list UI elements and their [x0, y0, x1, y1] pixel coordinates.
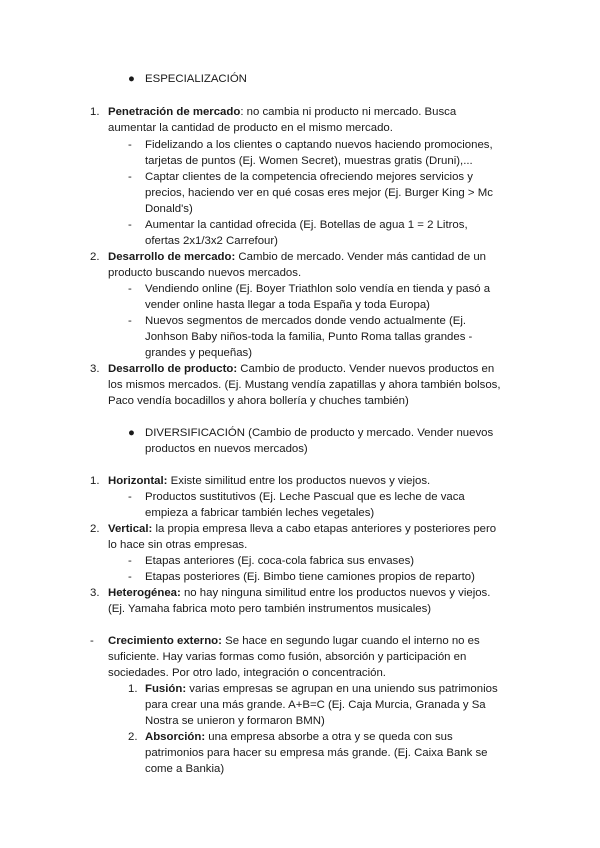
list-item-text: lo hace sin otras empresas. — [108, 539, 248, 551]
sub-item-text: Etapas anteriores (Ej. coca-cola fabrica sus envases) — [145, 555, 415, 567]
sub-item-text: patrimonios para hacer su empresa más grande. (Ej. Caixa Bank se — [145, 747, 488, 759]
list-item-text: Crecimiento externo: Se hace en segundo lugar cuando el interno no es — [108, 635, 480, 647]
sub-item-text: para crear una más grande. A+B=C (Ej. Caja Murcia, Granada y Sa — [145, 699, 486, 711]
sub-item-text: Etapas posteriores (Ej. Bimbo tiene camiones propios de reparto) — [145, 571, 475, 583]
list-item-text: Penetración de mercado: no cambia ni producto ni mercado. Busca — [108, 106, 457, 118]
dash-marker: - — [128, 171, 132, 183]
sub-item-text: Nuevos segmentos de mercados donde vendo actualmente (Ej. — [145, 315, 467, 327]
sub-item-text: ofertas 2x1/3x2 Carrefour) — [145, 235, 278, 247]
sub-item-text: tarjetas de puntos (Ej. Women Secret), muestras gratis (Druni),... — [145, 155, 473, 167]
list-item-text: Heterogénea: no hay ninguna similitud entre los productos nuevos y viejos. — [108, 587, 491, 599]
list-item-text: Vertical: la propia empresa lleva a cabo etapas anteriores y posteriores pero — [108, 523, 497, 535]
dash-marker: - — [128, 283, 132, 295]
dash-marker: - — [128, 315, 132, 327]
sub-item-text: Captar clientes de la competencia ofreciendo mejores servicios y — [145, 171, 473, 183]
list-item-text: suficiente. Hay varias formas como fusión, absorción y participación en — [108, 651, 467, 663]
list-item-text: Horizontal: Existe similitud entre los productos nuevos y viejos. — [108, 475, 431, 487]
sub-item-text: Aumentar la cantidad ofrecida (Ej. Botellas de agua 1 = 2 Litros, — [145, 219, 468, 231]
list-item-text: Desarrollo de producto: Cambio de producto. Vender nuevos productos en — [108, 363, 495, 375]
bullet-marker: ● — [128, 427, 135, 439]
sub-item-text: Nostra se unieron y formaron BMN) — [145, 715, 325, 727]
dash-marker: - — [128, 219, 132, 231]
sub-item-text: Fusión: varias empresas se agrupan en una uniendo sus patrimonios — [145, 683, 498, 695]
list-number: 2. — [128, 731, 138, 743]
dash-marker: - — [128, 491, 132, 503]
list-item-text: sociedades. Por otro lado, integración o concentración. — [108, 667, 386, 679]
list-item-text: Paco vendía bocadillos y ahora bollería y chuches también) — [108, 395, 409, 407]
sub-item-text: Productos sustitutivos (Ej. Leche Pascual que es leche de vaca — [145, 491, 465, 503]
list-number: 2. — [90, 523, 100, 535]
list-item-text: aumentar la cantidad de producto en el mismo mercado. — [108, 122, 393, 134]
sub-item-text: Absorción: una empresa absorbe a otra y se queda con sus — [145, 731, 453, 743]
sub-item-text: Donald's) — [145, 203, 193, 215]
list-item-text: (Ej. Yamaha fabrica moto pero también instrumentos musicales) — [108, 603, 432, 615]
sub-item-text: grandes y pequeñas) — [145, 347, 253, 359]
list-item-text: los mismos mercados. (Ej. Mustang vendía zapatillas y ahora también bolsos, — [108, 379, 501, 391]
list-number: 3. — [90, 587, 100, 599]
list-number: 1. — [90, 106, 100, 118]
sub-item-text: Fidelizando a los clientes o captando nuevos haciendo promociones, — [145, 139, 493, 151]
dash-marker: - — [128, 555, 132, 567]
section-heading-especializacion: ESPECIALIZACIÓN — [145, 73, 247, 85]
sub-item-text: Jonhson Baby niños-toda la familia, Punto Roma tallas grandes - — [145, 331, 473, 343]
section-heading-diversificacion: productos en nuevos mercados) — [145, 443, 308, 455]
sub-item-text: empieza a fabricar también leches vegetales) — [145, 507, 375, 519]
list-item-text: producto buscando nuevos mercados. — [108, 267, 302, 279]
list-number: 2. — [90, 251, 100, 263]
sub-item-text: Vendiendo online (Ej. Boyer Triathlon solo vendía en tienda y pasó a — [145, 283, 491, 295]
sub-item-text: come a Bankia) — [145, 763, 225, 775]
dash-marker: - — [128, 139, 132, 151]
sub-item-text: vender online hasta llegar a toda España y toda Europa) — [145, 299, 430, 311]
sub-item-text: precios, haciendo ver en qué cosas eres mejor (Ej. Burger King > Mc — [145, 187, 493, 199]
dash-marker: - — [128, 571, 132, 583]
section-heading-diversificacion: DIVERSIFICACIÓN (Cambio de producto y mercado. Vender nuevos — [145, 427, 494, 439]
list-number: 1. — [128, 683, 138, 695]
list-number: 1. — [90, 475, 100, 487]
bullet-marker: ● — [128, 73, 135, 85]
list-number: 3. — [90, 363, 100, 375]
dash-marker: - — [90, 635, 94, 647]
list-item-text: Desarrollo de mercado: Cambio de mercado. Vender más cantidad de un — [108, 251, 486, 263]
